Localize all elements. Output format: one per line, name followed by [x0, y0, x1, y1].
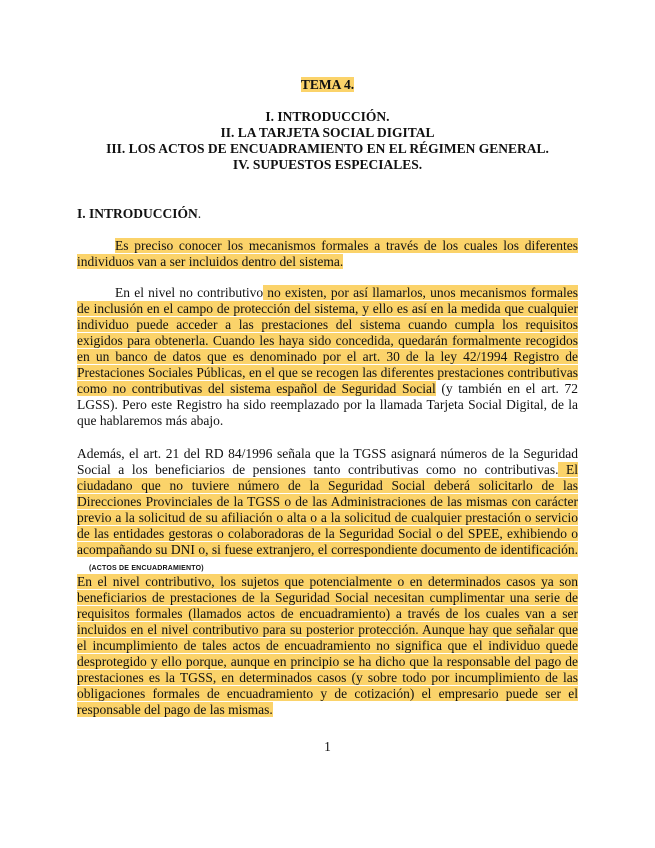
section-heading-text: I. INTRODUCCIÓN	[77, 206, 198, 221]
section-heading	[77, 206, 201, 222]
paragraph-4-highlight-a: En el nivel contributivo, los sujetos que potencialmente o en determinados casos ya son beneficiarios de prestaciones de la Seguridad Social necesitan cumplimentar una serie de requisitos formales (llamados actos de encuadramiento) a través de los cuales van a ser incluidos en el nivel contributivo para su posterior protección.	[77, 574, 578, 637]
paragraph-2-tail: (y también en el art. 72 LGSS). Pero este Registro ha sido reemplazado por la llamada Tarjeta Social Digital, de la que hablaremos más abajo.	[77, 381, 578, 428]
paragraph-3-highlight: El ciudadano que no tuviere número de la Seguridad Social deberá solicitarlo de las Direcciones Provinciales de la TGSS o de las Administraciones de las mismas con carácter previo a la solicitud de su afiliación o alta o a la solicitud de cualquier prestación o servicio de las entidades gestoras o colaboradoras de la Seguridad Social o del SPEE, exhibiendo o acompañando su DNI o, si fuese extranjero, el correspondiente documento de identificación.	[77, 462, 578, 557]
paragraph-4-highlight-b: Aunque hay que señalar que el incumplimiento de tales actos de encuadramiento no significa que el individuo quede desprotegido y ello porque, aunque en principio se ha dicho que la responsable del pago de prestaciones es la TGSS, en determinados casos (y sobre todo por incumplimiento de las obligaciones formales de encuadramiento y de cotización) el empresario puede ser el responsable del pago de las mismas.	[77, 622, 578, 717]
page-number: 1	[324, 739, 331, 754]
tema-title	[0, 77, 655, 93]
paragraph-3	[77, 446, 578, 577]
toc-item: IV. SUPUESTOS ESPECIALES.	[232, 157, 423, 172]
paragraph-2-lead: En el nivel no contributivo	[115, 285, 264, 300]
toc-item: II. LA TARJETA SOCIAL DIGITAL	[220, 125, 435, 140]
section-heading-dot: .	[197, 206, 202, 221]
paragraph-3-lead: Además, el art. 21 del RD 84/1996 señala que la TGSS asignará números de la Seguridad Social a los beneficiarios de pensiones tanto contributivas como no contributivas.	[77, 446, 578, 477]
tema-title-text: TEMA 4.	[300, 77, 355, 92]
toc-item: I. INTRODUCCIÓN.	[265, 109, 390, 124]
margin-note: (ACTOS DE ENCUADRAMIENTO)	[89, 565, 204, 572]
paragraph-2	[77, 285, 578, 429]
paragraph-1	[77, 238, 578, 270]
toc-item: III. LOS ACTOS DE ENCUADRAMIENTO EN EL RÉGIMEN GENERAL.	[106, 141, 549, 156]
table-of-contents	[0, 109, 655, 173]
paragraph-4	[77, 574, 578, 718]
paragraph-1-text: Es preciso conocer los mecanismos formales a través de los cuales los diferentes individuos van a ser incluidos dentro del sistema.	[77, 238, 578, 269]
paragraph-2-highlight: no existen, por así llamarlos, unos mecanismos formales de inclusión en el campo de protección del sistema, y ello es así en la medida que cualquier individuo puede acceder a las prestaciones del sistema cuando cumpla los requisitos exigidos para obtenerla. Cuando les haya sido concedida, quedarán formalmente recogidos en un banco de datos que es denominado por el art. 30 de la ley 42/1994 Registro de Prestaciones Sociales Públicas, en el que se recogen las diferentes prestaciones contributivas como no contributivas del sistema español de Seguridad Social	[77, 285, 578, 396]
